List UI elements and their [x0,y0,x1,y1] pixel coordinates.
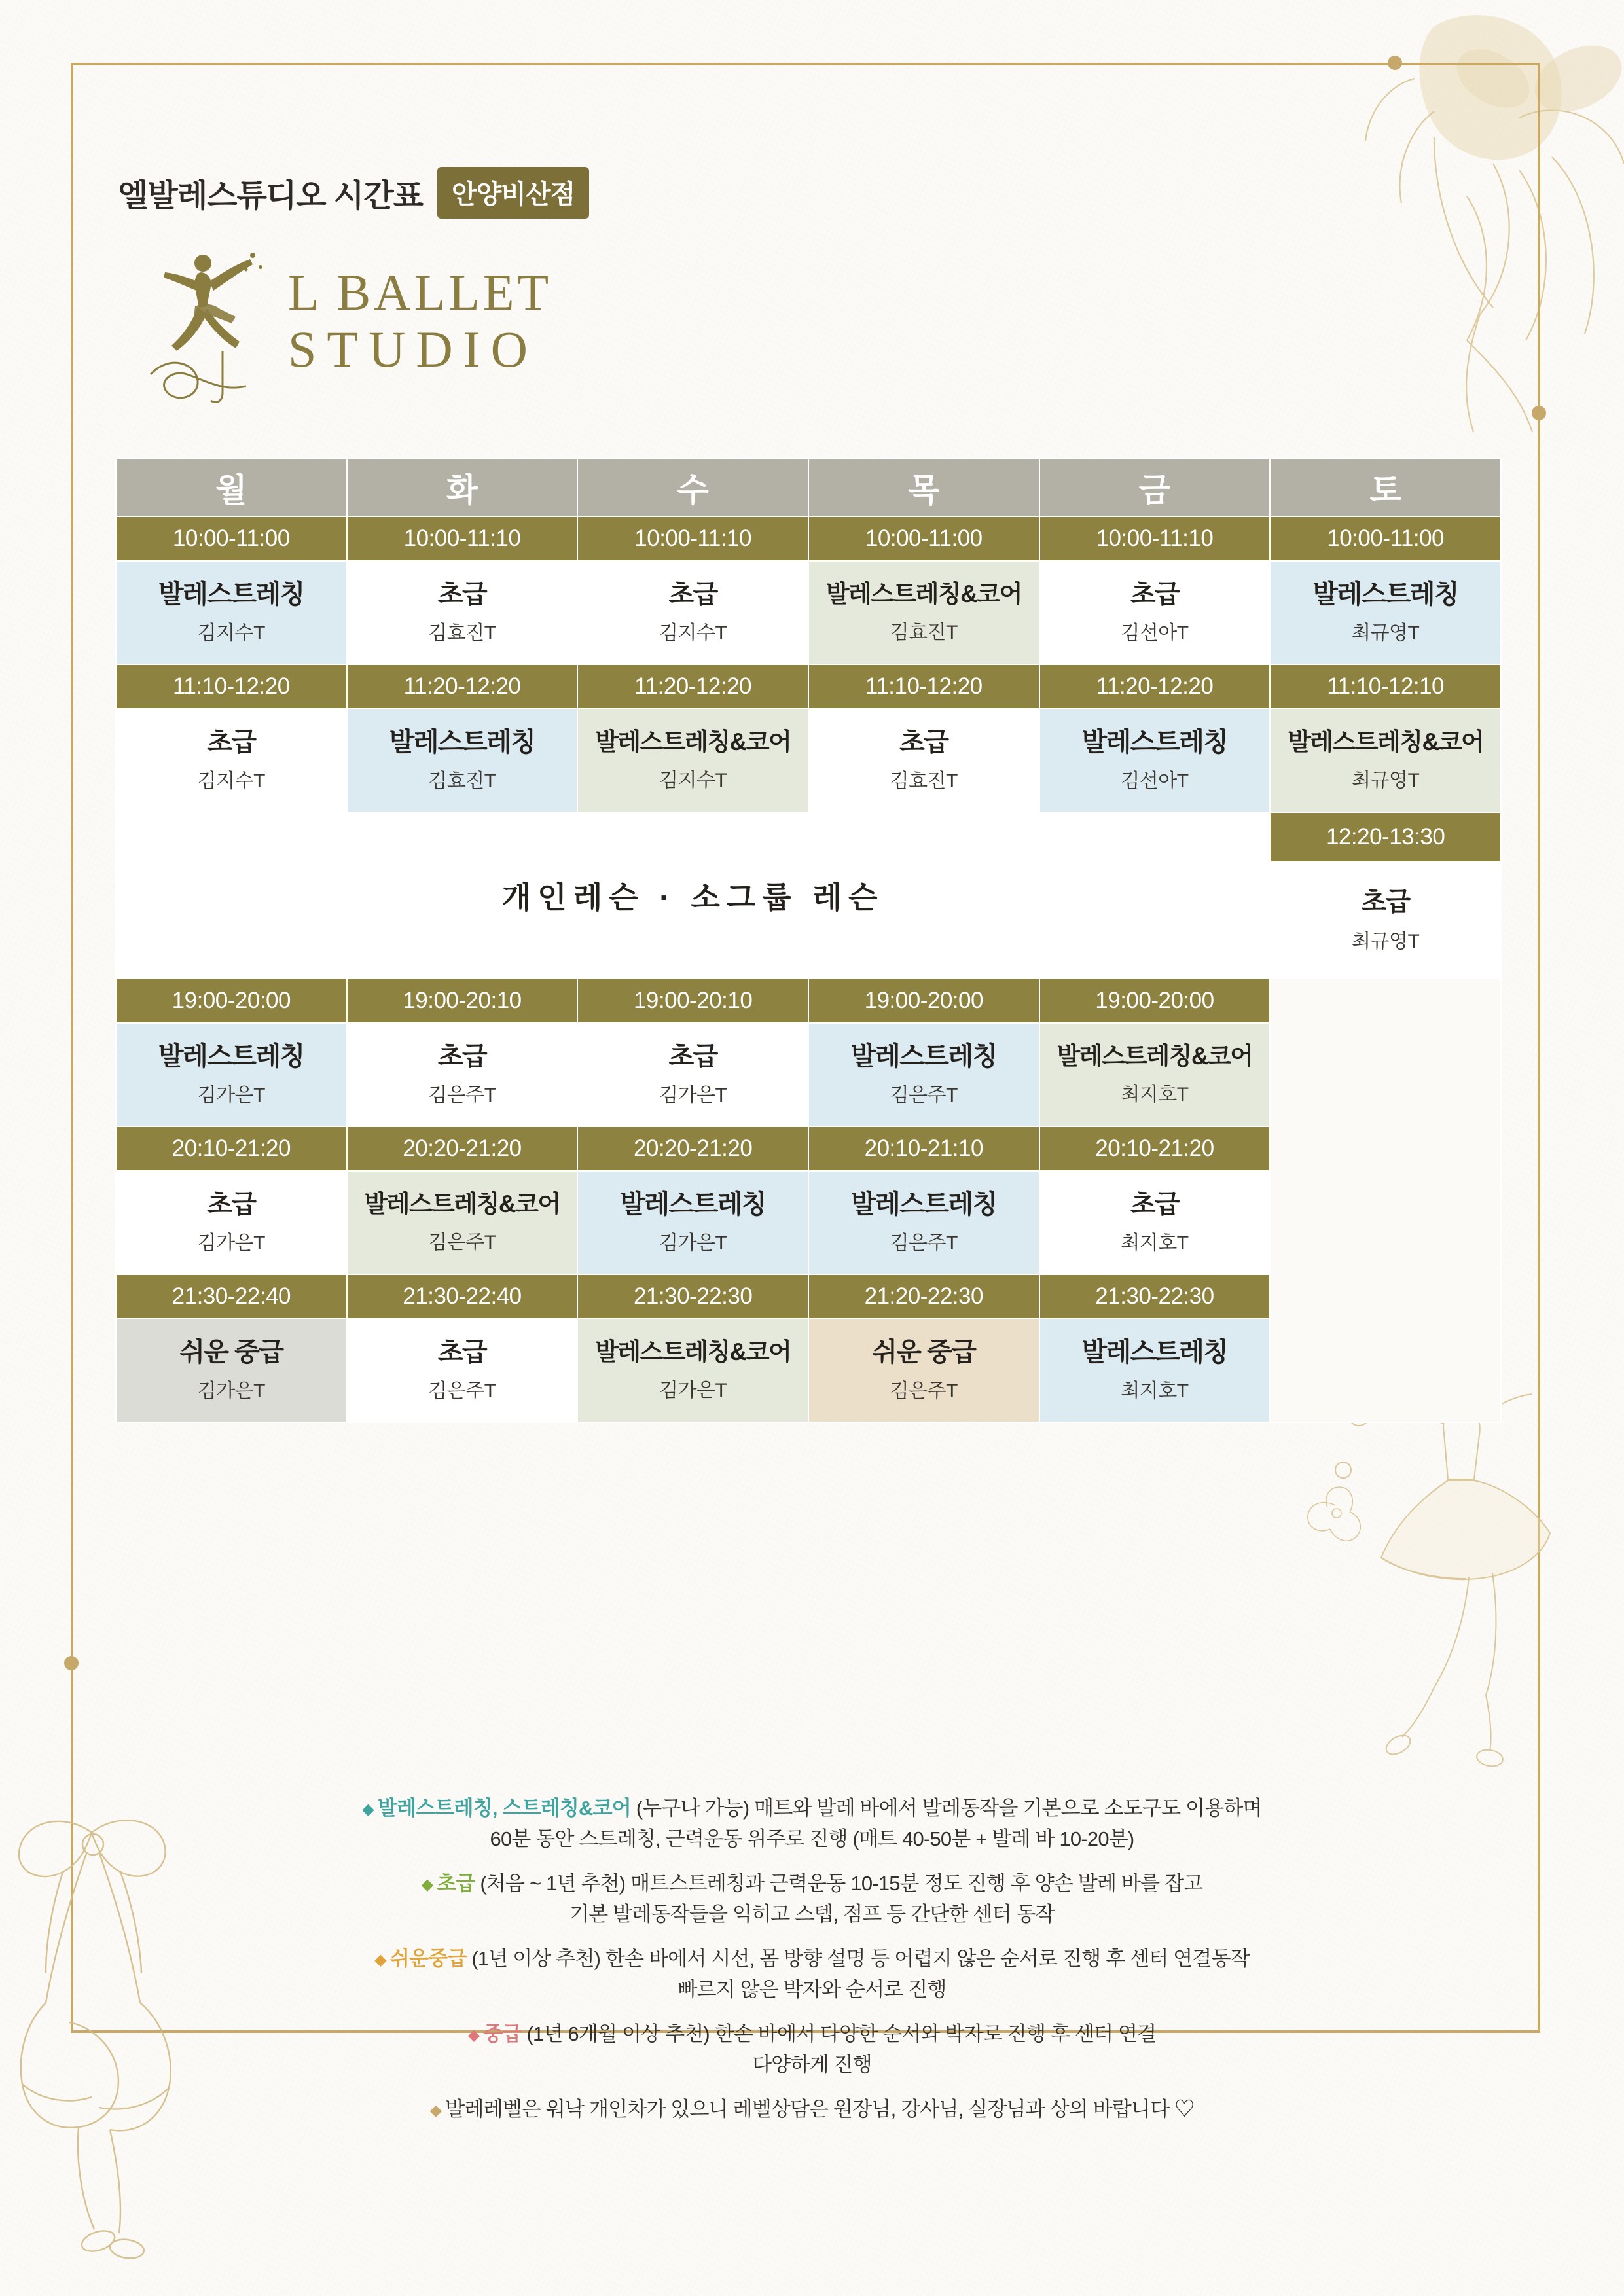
class-cell [116,1023,347,1126]
legend-item [0,1869,1624,1929]
class-name: 초급 [437,1041,487,1071]
class-cell [1039,1023,1271,1126]
class-cell [347,1023,578,1126]
class-cell [347,709,578,812]
legend-label: 초급 [437,1872,475,1895]
class-cell [116,1171,347,1274]
time-cell: 11:20-12:20 [1039,664,1271,709]
class-cell [808,709,1039,812]
table-header-row [116,459,1501,516]
class-cell [1039,1319,1271,1422]
class-name: 초급 [207,1189,256,1219]
teacher-name: 최지호T [1121,1380,1189,1403]
class-name: 발레스트레칭 [1081,1337,1228,1367]
time-cell: 11:10-12:10 [1270,664,1501,709]
time-cell: 10:00-11:00 [116,516,347,561]
class-name: 발레스트레칭&코어 [825,581,1022,608]
teacher-name: 김은주T [428,1085,496,1107]
teacher-name: 김은주T [428,1231,496,1253]
legend-item [0,2019,1624,2080]
teacher-name: 최규영T [1352,622,1420,645]
diamond-icon: ◆ [374,1950,386,1969]
class-name: 쉬운 중급 [179,1337,283,1367]
frame-dot-top-right [1388,56,1402,70]
time-cell: 21:30-22:30 [1039,1274,1271,1319]
time-cell: 20:20-21:20 [577,1126,808,1171]
class-name: 초급 [668,1041,717,1071]
class-name: 발레스트레칭&코어 [364,1191,560,1218]
time-cell: 21:30-22:40 [116,1274,347,1319]
class-name: 발레스트레칭 [850,1041,997,1071]
time-cell: 20:20-21:20 [347,1126,578,1171]
teacher-name: 김지수T [197,622,265,645]
day-header-wed: 수 [577,459,808,516]
time-cell: 10:00-11:10 [1039,516,1271,561]
time-cell: 19:00-20:00 [116,978,347,1023]
teacher-name: 김가은T [659,1085,727,1107]
time-cell: 19:00-20:10 [347,978,578,1023]
teacher-name: 최규영T [1352,769,1420,791]
class-name: 발레스트레칭 [620,1189,767,1219]
teacher-name: 김지수T [659,622,727,645]
teacher-name: 김은주T [890,1380,958,1403]
teacher-name: 김은주T [890,1085,958,1107]
time-cell: 10:00-11:00 [808,516,1039,561]
time-cell: 21:30-22:30 [577,1274,808,1319]
class-cell [808,561,1039,664]
time-cell: 10:00-11:10 [347,516,578,561]
legend-item-note [0,2094,1624,2125]
legend-desc-2: 빠르지 않은 박자와 순서로 진행 [677,1977,947,2001]
class-name: 발레스트레칭 [850,1189,997,1219]
class-cell [347,1171,578,1274]
legend-desc: (누구나 가능) 매트와 발레 바에서 발레동작을 기본으로 소도구도 이용하며 [636,1797,1262,1820]
legend-label: 발레스트레칭, 스트레칭&코어 [377,1797,631,1820]
page-title: 엘발레스튜디오 시간표 [118,179,424,213]
class-name: 발레스트레칭 [158,579,304,609]
ballerina-logo-icon [124,236,281,406]
teacher-name: 김가은T [659,1232,727,1255]
class-cell [808,1171,1039,1274]
day-header-mon: 월 [116,459,347,516]
day-header-fri: 금 [1039,459,1271,516]
teacher-name: 김가은T [197,1085,265,1107]
teacher-name: 김지수T [659,769,727,791]
class-cell [1270,709,1501,812]
class-name: 발레스트레칭&코어 [595,1338,791,1366]
class-name: 초급 [668,579,717,609]
class-cell [1039,709,1271,812]
class-cell [577,561,808,664]
class-name: 발레스트레칭 [1312,579,1459,609]
frame-dot-right [1532,406,1546,420]
teacher-name: 김지수T [197,770,265,793]
time-cell: 21:20-22:30 [808,1274,1039,1319]
diamond-icon: ◆ [421,1875,433,1893]
teacher-name: 최규영T [1352,930,1420,952]
logo-line-2: STUDIO [288,321,538,378]
class-name: 쉬운 중급 [872,1337,976,1367]
header [118,167,589,219]
time-cell: 21:30-22:40 [347,1274,578,1319]
teacher-name: 김효진T [890,770,958,793]
time-cell: 11:10-12:20 [808,664,1039,709]
day-header-thu: 목 [808,459,1039,516]
teacher-name: 김효진T [428,622,496,645]
empty-area-saturday-evening [1270,978,1501,1422]
teacher-name: 최지호T [1121,1232,1189,1255]
teacher-name: 김가은T [659,1379,727,1401]
legend-item [0,1793,1624,1854]
teacher-name: 김은주T [428,1380,496,1403]
class-cell [116,1319,347,1422]
legend-desc-2: 60분 동안 스트레칭, 근력운동 위주로 진행 (매트 40-50분 + 발레 바 10-20분) [490,1827,1134,1850]
class-cell [347,561,578,664]
legend-desc-2: 다양하게 진행 [752,2053,872,2076]
branch-badge: 안양비산점 [437,167,589,219]
private-lesson-label: 개인레슨 · 소그룹 레슨 [116,812,1270,978]
class-cell [1039,1171,1271,1274]
time-row-3 [116,978,1501,1023]
day-header-sat: 토 [1270,459,1501,516]
teacher-name: 김가은T [197,1232,265,1255]
class-name: 초급 [207,727,256,757]
logo-text [288,264,552,378]
class-name: 발레스트레칭 [389,727,535,757]
class-cell [1270,561,1501,664]
time-cell: 19:00-20:10 [577,978,808,1023]
diamond-icon: ◆ [429,2101,442,2119]
time-cell: 11:20-12:20 [577,664,808,709]
time-cell: 11:20-12:20 [347,664,578,709]
time-cell: 20:10-21:10 [808,1126,1039,1171]
diamond-icon: ◆ [467,2026,480,2044]
class-name: 발레스트레칭&코어 [1288,728,1484,756]
time-cell: 10:00-11:00 [1270,516,1501,561]
class-name: 초급 [437,579,487,609]
class-cell [116,709,347,812]
time-cell: 19:00-20:00 [1039,978,1271,1023]
time-row-2 [116,664,1501,709]
legend-desc: (1년 6개월 이상 추천) 한손 바에서 다양한 순서와 박자로 진행 후 센터 연결 [526,2022,1157,2045]
teacher-name: 김선아T [1121,770,1189,793]
teacher-name: 김효진T [428,770,496,793]
class-cell [577,1319,808,1422]
class-name: 발레스트레칭&코어 [1056,1043,1253,1070]
class-name: 초급 [899,727,948,757]
time-cell: 19:00-20:00 [808,978,1039,1023]
class-cell [1039,561,1271,664]
teacher-name: 김효진T [890,621,958,643]
class-name: 초급 [437,1337,487,1367]
class-cell [808,1319,1039,1422]
class-name: 초급 [1130,579,1180,609]
class-name: 발레스트레칭 [1081,727,1228,757]
class-cell [577,1171,808,1274]
time-row-1 [116,516,1501,561]
class-name: 발레스트레칭&코어 [595,728,791,756]
teacher-name: 김선아T [1121,622,1189,645]
class-cell [116,561,347,664]
legend-desc-2: 기본 발레동작들을 익히고 스텝, 점프 등 간단한 센터 동작 [569,1902,1055,1926]
class-name: 발레스트레칭 [158,1041,304,1071]
schedule-table [115,458,1502,1423]
logo [124,236,552,406]
class-row-2 [116,709,1501,812]
legend-label: 중급 [483,2022,522,2045]
time-cell: 20:10-21:20 [116,1126,347,1171]
day-header-tue: 화 [347,459,578,516]
frame-dot-left [64,1656,79,1670]
private-lesson-row [116,812,1501,862]
legend-desc: (1년 이상 추천) 한손 바에서 시선, 몸 방향 설명 등 어렵지 않은 순서로 진행 후 센터 연결동작 [471,1947,1250,1970]
teacher-name: 최지호T [1121,1083,1189,1105]
class-cell [577,1023,808,1126]
diamond-icon: ◆ [362,1800,374,1818]
legend [0,1793,1624,2140]
teacher-name: 김은주T [890,1232,958,1255]
legend-item [0,1944,1624,2005]
legend-label: 쉬운중급 [389,1947,467,1970]
class-cell [1270,862,1501,978]
class-cell [808,1023,1039,1126]
time-cell: 20:10-21:20 [1039,1126,1271,1171]
class-cell [347,1319,578,1422]
logo-line-1: L BALLET [288,263,552,321]
legend-desc: 발레레벨은 워낙 개인차가 있으니 레벨상담은 원장님, 강사님, 실장님과 상의 바랍니다 ♡ [445,2098,1195,2121]
time-cell: 11:10-12:20 [116,664,347,709]
class-cell [577,709,808,812]
schedule-table-wrap [115,458,1502,1423]
time-cell-saturday-extra: 12:20-13:30 [1270,812,1501,862]
legend-desc: (처음 ~ 1년 추천) 매트스트레칭과 근력운동 10-15분 정도 진행 후 양손 발레 바를 잡고 [480,1872,1203,1895]
class-name: 초급 [1130,1189,1180,1219]
class-row-1 [116,561,1501,664]
class-name: 초급 [1361,887,1410,916]
time-cell: 10:00-11:10 [577,516,808,561]
teacher-name: 김가은T [197,1380,265,1403]
